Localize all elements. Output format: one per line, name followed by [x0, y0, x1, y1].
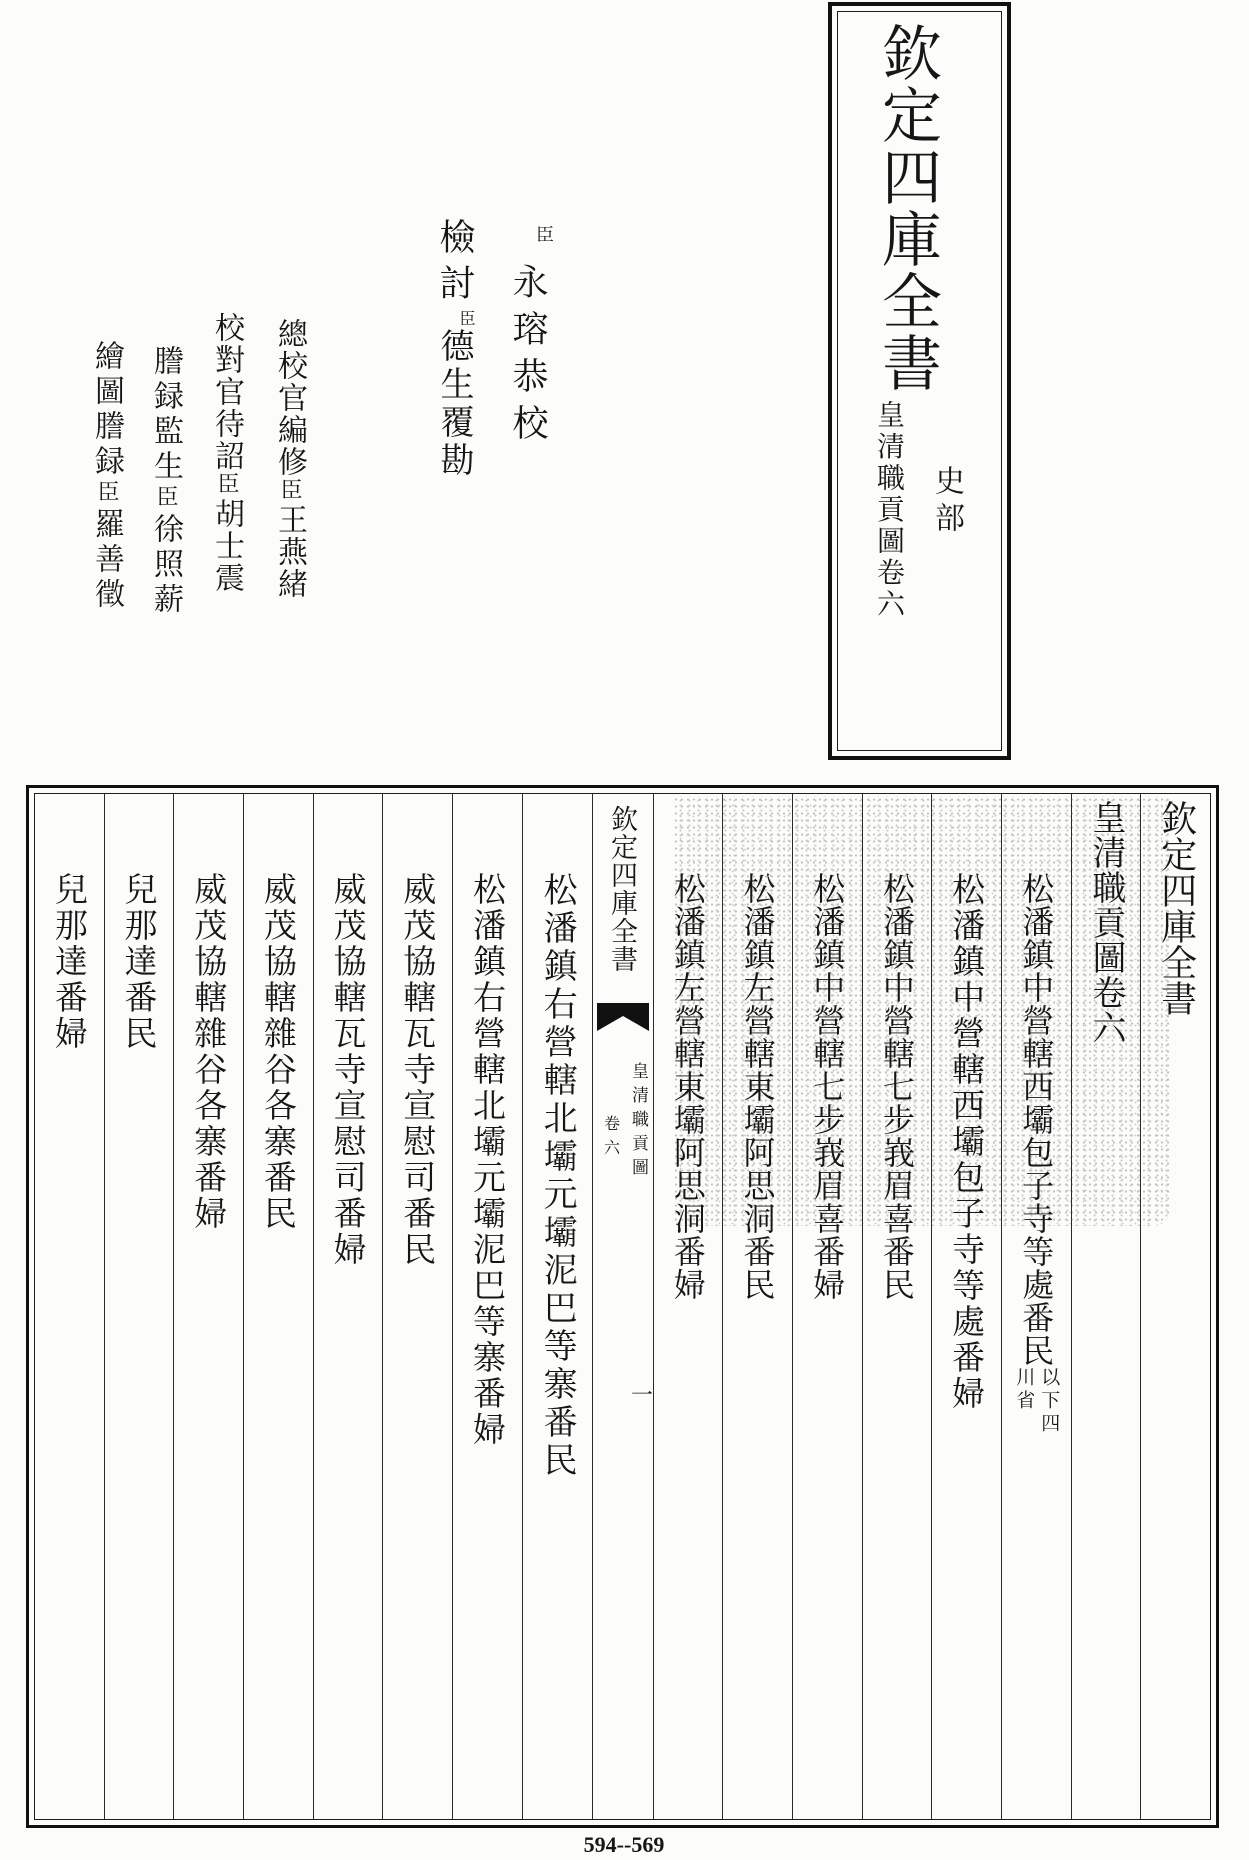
credit-line — [507, 225, 554, 451]
entry-title: 松潘鎮中營轄西壩包子寺等處番婦 — [947, 872, 987, 1412]
credit-name: 德生覆勘 — [434, 328, 474, 480]
entry-title: 兒那達番民 — [119, 872, 159, 1052]
entry-title: 松潘鎮左營轄東壩阿思洞番婦 — [668, 872, 707, 1301]
credit-honorific: 臣 — [214, 472, 239, 498]
entry-column — [792, 794, 862, 1819]
credit-name: 胡士震 — [209, 498, 244, 594]
entry-column — [862, 794, 932, 1819]
entry-column — [522, 794, 592, 1819]
annotation-left-line: 川省 — [1013, 1367, 1036, 1413]
volume-heading: 皇清職貢圖卷六 — [1085, 800, 1126, 1045]
entry-title: 松潘鎮右營轄北壩元壩泥巴等寨番民 — [537, 872, 578, 1480]
credit-honorific: 臣 — [457, 310, 476, 328]
volume-title: 皇清職貢圖卷六 — [873, 400, 906, 621]
credit-office: 總校官編修 — [272, 318, 307, 478]
credit-name: 羅善徵 — [89, 508, 124, 613]
credit-office: 繪圖謄録 — [89, 340, 124, 480]
entry-title: 松潘鎮右營轄北壩元壩泥巴等寨番婦 — [467, 872, 507, 1448]
entry-column — [104, 794, 174, 1819]
collection-title: 欽定四庫全書 — [872, 22, 942, 394]
credit-name: 徐照薪 — [148, 513, 183, 618]
entry-title: 松潘鎮左營轄東壩阿思洞番民 — [738, 872, 777, 1301]
credit-line — [209, 312, 244, 594]
entry-title: 松潘鎮中營轄七步峩眉喜番民 — [877, 872, 916, 1301]
credit-office: 檢討 — [434, 218, 475, 310]
text-columns — [34, 793, 1211, 1820]
fold-leaf-number: 一 — [627, 1383, 653, 1405]
credit-name: 王燕緒 — [272, 504, 307, 600]
credit-line — [89, 340, 124, 613]
entry-column — [313, 794, 383, 1819]
entry-column — [452, 794, 522, 1819]
entry-column — [722, 794, 792, 1819]
text-frame — [26, 785, 1219, 1828]
entry-column — [1001, 794, 1071, 1819]
entry-title: 威茂協轄瓦寺宣慰司番民 — [398, 872, 438, 1268]
entry-column — [173, 794, 243, 1819]
entry-column — [931, 794, 1001, 1819]
annotation-note — [1013, 1367, 1061, 1436]
cover-label-box — [828, 2, 1011, 760]
credit-line — [272, 318, 307, 600]
center-fold — [592, 794, 653, 1819]
page-header-title: 欽定四庫全書 — [1155, 800, 1197, 1016]
fold-volume: 卷六 — [601, 1115, 621, 1163]
credit-honorific: 臣 — [533, 225, 554, 263]
annotation-right-line: 以下四 — [1038, 1367, 1061, 1436]
fishtail-mark — [597, 1003, 649, 1033]
credit-honorific: 臣 — [94, 480, 119, 508]
credit-name: 永瑢恭校 — [507, 263, 548, 451]
volume-title-column — [1071, 794, 1141, 1819]
entry-column — [243, 794, 313, 1819]
fold-collection-title: 欽定四庫全書 — [606, 805, 637, 973]
entry-title: 威茂協轄瓦寺宣慰司番婦 — [328, 872, 368, 1268]
entry-title: 松潘鎮中營轄西壩包子寺等處番民 — [1017, 872, 1056, 1367]
category-label: 史部 — [929, 465, 964, 539]
entry-title: 威茂協轄雜谷各寨番婦 — [189, 872, 229, 1232]
credit-line — [148, 345, 183, 618]
credit-honorific: 臣 — [153, 485, 178, 513]
credit-office: 謄録監生 — [148, 345, 183, 485]
page-header-column — [1140, 794, 1210, 1819]
credit-honorific: 臣 — [277, 478, 302, 504]
credit-office: 校對官待詔 — [209, 312, 244, 472]
entry-column — [35, 794, 104, 1819]
entry-title: 兒那達番婦 — [49, 872, 89, 1052]
page-number: 594--569 — [583, 1832, 665, 1857]
entry-title: 威茂協轄雜谷各寨番民 — [258, 872, 298, 1232]
entry-title: 松潘鎮中營轄七步峩眉喜番婦 — [808, 872, 847, 1301]
entry-column — [653, 794, 723, 1819]
entry-column — [382, 794, 452, 1819]
credit-line — [434, 218, 476, 480]
fold-book-title: 皇清職貢圖 — [628, 1062, 648, 1182]
